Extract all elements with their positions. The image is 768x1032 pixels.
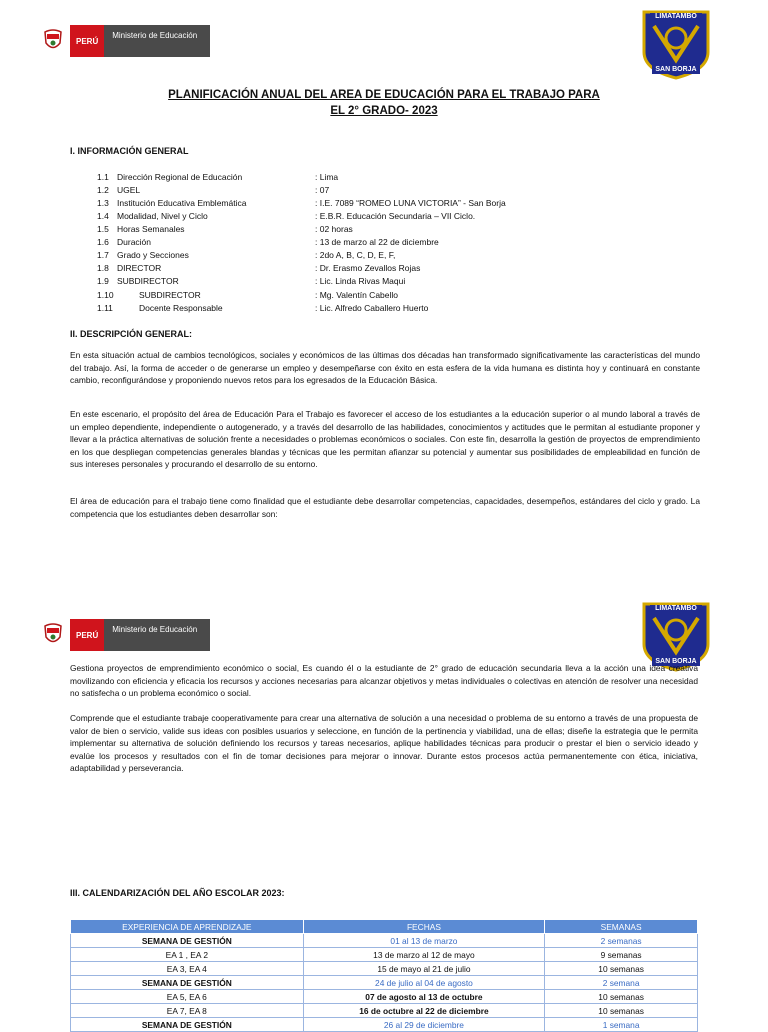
info-value: : 2do A, B, C, D, E, F, [315,250,396,260]
calendar-cell-fechas: 01 al 13 de marzo [303,934,545,948]
calendar-cell-fechas: 15 de mayo al 21 de julio [303,962,545,976]
calendar-row [71,948,698,962]
info-row [97,303,429,316]
info-value: : Lic. Alfredo Caballero Huerto [315,303,429,313]
info-number: 1.8 [97,263,109,273]
calendar-cell-semanas: 10 semanas [545,962,698,976]
section-heading-calendar: III. CALENDARIZACIÓN DEL AÑO ESCOLAR 2023: [70,888,285,898]
info-number: 1.11 [97,303,113,313]
calendar-header-row [71,920,698,934]
info-value: : 13 de marzo al 22 de diciembre [315,237,439,247]
calendar-row [71,1018,698,1032]
info-value: : I.E. 7089 “ROMEO LUNA VICTORIA” - San Borja [315,198,506,208]
crest-top-text: LIMATAMBO [655,13,697,20]
info-row [97,224,353,237]
calendar-cell-fechas: 24 de julio al 04 de agosto [303,976,545,990]
info-label: DIRECTOR [117,263,162,273]
calendar-cell-semanas: 10 semanas [545,1004,698,1018]
info-row [97,263,421,276]
calendar-cell-exp: SEMANA DE GESTIÓN [71,1018,304,1032]
section-heading-info: I. INFORMACIÓN GENERAL [70,146,189,156]
info-row [97,276,406,289]
description-paragraph: En este escenario, el propósito del área de Educación Para el Trabajo es favorecer el acceso de los estudiantes a la educación superior o al mundo laboral a través de un empleo dependiente, independiente o autogenerado, y a través del desarrollo de las habilidades, conocimientos y actitudes que le permitan al estudiante proponer y llevar a la práctica alternativas de solución frente a necesidades o problemas económicos o sociales. Con este fin, desarrolla la gestión de proyectos de emprendimiento en los que despliegan competencias generales blandas y técnicas que les permitan afianzar su potencial y aumentar sus posibilidades de empleabilidad en función de sus intereses personales y procurando el desarrollo de su entorno. [70,409,700,470]
info-number: 1.10 [97,290,114,300]
calendar-cell-exp: SEMANA DE GESTIÓN [71,934,304,948]
info-number: 1.5 [97,224,109,234]
document-title-line2: EL 2° GRADO- 2023 [330,105,438,117]
info-number: 1.1 [97,172,109,182]
info-row [97,172,339,185]
info-number: 1.3 [97,198,109,208]
info-number: 1.6 [97,237,109,247]
info-number: 1.9 [97,276,109,286]
ministry-label: Ministerio de Educación [104,25,210,57]
info-label: Grado y Secciones [117,250,189,260]
calendar-row [71,976,698,990]
peru-label: PERÚ [70,619,104,651]
info-value: : 02 horas [315,224,353,234]
info-row [97,185,330,198]
info-label: UGEL [117,185,141,195]
info-row [97,198,506,211]
competence-paragraph: Gestiona proyectos de emprendimiento económico o social, Es cuando él o la estudiante de 2° grado de educación secundaria lleva a la acción una idea creativa movilizando con eficiencia y eficacia los recursos y acciones necesarias para alcanzar objetivos y metas individuales o colectivas en atención de resolver una necesidad no satisfecha o un problema económico o social. [70,663,698,699]
info-label: Dirección Regional de Educación [117,172,243,182]
minedu-logo [40,25,210,57]
info-value: : Mg. Valentín Cabello [315,290,398,300]
calendar-cell-semanas: 2 semanas [545,934,698,948]
crest-bottom-text: SAN BORJA [655,658,697,665]
calendar-cell-exp: SEMANA DE GESTIÓN [71,976,304,990]
info-label: Docente Responsable [139,303,223,313]
calendar-cell-exp: EA 3, EA 4 [71,962,304,976]
info-label: Institución Educativa Emblemática [117,198,247,208]
info-number: 1.2 [97,185,109,195]
peru-label: PERÚ [70,25,104,57]
info-label: Modalidad, Nivel y Ciclo [117,211,208,221]
competence-paragraph: Comprende que el estudiante trabaje cooperativamente para crear una alternativa de solución a una necesidad o problema de su entorno a través de una propuesta de valor de bien o servicio, valide sus ideas con posibles usuarios y seleccione, en función de la pertinencia y viabilidad, una de ellas; diseñe la estrategia que le permita implementar su alternativa de solución definiendo los recursos y tareas necesarios, aplique habilidades técnicas para producir o prestar el bien o servicio ideado y evalúe los procesos y resultados con el fin de tomar decisiones para mejorar o innovar. Durante estos procesos actúa permanentemente con ética, iniciativa, adaptabilidad y perseverancia. [70,713,698,774]
info-label: SUBDIRECTOR [117,276,179,286]
calendar-cell-fechas: 26 al 29 de diciembre [303,1018,545,1032]
info-value: : E.B.R. Educación Secundaria – VII Ciclo. [315,211,476,221]
calendar-row [71,934,698,948]
info-value: : Dr. Erasmo Zevallos Rojas [315,263,421,273]
calendar-cell-exp: EA 5, EA 6 [71,990,304,1004]
calendar-header-cell: SEMANAS [545,920,698,934]
section-heading-description: II. DESCRIPCIÓN GENERAL: [70,329,193,339]
info-label: Horas Semanales [117,224,185,234]
calendar-row [71,1004,698,1018]
info-label: SUBDIRECTOR [139,290,201,300]
calendar-cell-semanas: 10 semanas [545,990,698,1004]
minedu-logo [40,619,210,651]
calendar-cell-fechas: 07 de agosto al 13 de octubre [303,990,545,1004]
description-paragraph: En esta situación actual de cambios tecnológicos, sociales y económicos de las últimas dos décadas han transformado significativamente las características del mundo del trabajo. Así, la forma de acceder o de generarse un empleo y desempeñarse con éxito en esta esfera de la vida humana es distinta hoy y continuará en constante cambio, reconfigurándose y proponiendo nuevos retos para los egresados de la Educación Básica. [70,350,700,386]
peru-coat-of-arms-icon [40,25,66,57]
calendar-cell-semanas: 1 semana [545,1018,698,1032]
ministry-label: Ministerio de Educación [104,619,210,651]
info-value: : Lic. Linda Rivas Maqui [315,276,406,286]
crest-top-text: LIMATAMBO [655,605,697,612]
document-title-line1: PLANIFICACIÓN ANUAL DEL AREA DE EDUCACIÓN PARA EL TRABAJO PARA [168,89,600,101]
calendar-cell-exp: EA 1 , EA 2 [71,948,304,962]
info-value: : Lima [315,172,339,182]
calendar-cell-semanas: 9 semanas [545,948,698,962]
calendar-header-cell: EXPERIENCIA DE APRENDIZAJE [71,920,304,934]
calendar-cell-exp: EA 7, EA 8 [71,1004,304,1018]
calendar-cell-fechas: 13 de marzo al 12 de mayo [303,948,545,962]
description-paragraph: El área de educación para el trabajo tiene como finalidad que el estudiante debe desarrollar competencias, capacidades, desempeños, estándares del ciclo y grado. La competencia que los estudiantes deben desarrollar son: [70,496,700,519]
info-number: 1.4 [97,211,109,221]
info-value: : 07 [315,185,330,195]
crest-bottom-text: SAN BORJA [655,66,697,73]
info-row [97,290,398,303]
info-row [97,237,439,250]
calendar-header-cell: FECHAS [303,920,545,934]
peru-coat-of-arms-icon [40,619,66,651]
calendar-cell-semanas: 2 semana [545,976,698,990]
info-number: 1.7 [97,250,109,260]
school-crest-logo [640,8,712,80]
info-row [97,211,476,224]
calendar-cell-fechas: 16 de octubre al 22 de diciembre [303,1004,545,1018]
calendar-row [71,962,698,976]
info-row [97,250,396,263]
info-label: Duración [117,237,152,247]
calendar-table [70,919,698,1032]
calendar-row [71,990,698,1004]
